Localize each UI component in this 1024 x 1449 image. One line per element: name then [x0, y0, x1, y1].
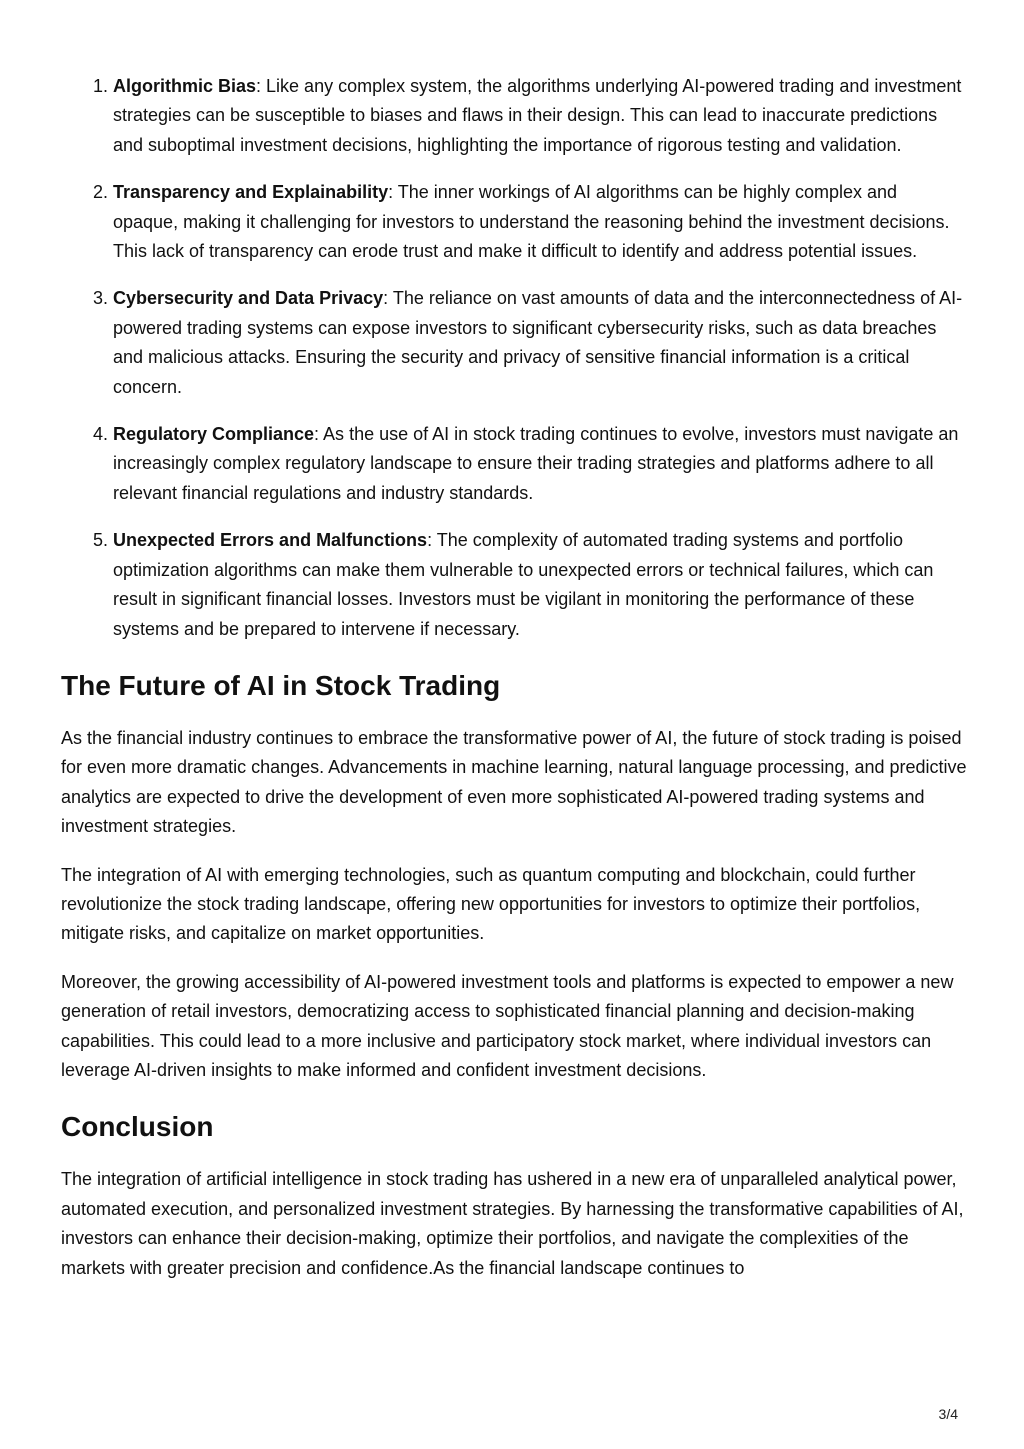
list-item-text: : The inner workings of AI algorithms can be highly complex and opaque, making it challenging for investors to understand the reasoning behind the investment decisions. This lack of transparency can erode trust and make it difficult to identify and address potential issues. [113, 182, 950, 262]
list-item-text: : As the use of AI in stock trading continues to evolve, investors must navigate an increasingly complex regulatory landscape to ensure their trading strategies and platforms adhere to all relevant financial regulations and industry standards. [113, 424, 959, 503]
risk-list [61, 72, 967, 644]
section-heading-conclusion: Conclusion [61, 1111, 214, 1143]
paragraph: The integration of AI with emerging technologies, such as quantum computing and blockchain, could further revolutionize the stock trading landscape, offering new opportunities for investors to optimize their portfolios, mitigate risks, and capitalize on market opportunities. [61, 864, 921, 944]
paragraph: As the financial industry continues to embrace the transformative power of AI, the future of stock trading is poised for even more dramatic changes. Advancements in machine learning, natural language processing, and predictive analytics are expected to drive the development of even more sophisticated AI-powered trading systems and investment strategies. [61, 727, 967, 837]
list-item-text: : The reliance on vast amounts of data and the interconnectedness of AI-powered trading systems can expose investors to significant cybersecurity risks, such as data breaches and malicious attacks. Ensuring the security and privacy of sensitive financial information is a critical concern. [113, 288, 963, 397]
list-item-unexpected-errors [113, 526, 967, 644]
list-item-term: Unexpected Errors and Malfunctions [113, 530, 428, 551]
list-item-regulatory-compliance [113, 420, 967, 508]
paragraph: Moreover, the growing accessibility of AI-powered investment tools and platforms is expected to empower a new generation of retail investors, democratizing access to sophisticated financial planning and decision-making capabilities. This could lead to a more inclusive and participatory stock market, where individual investors can leverage AI-driven insights to make informed and confident investment decisions. [61, 971, 954, 1080]
list-item-cybersecurity [113, 284, 967, 402]
list-item-term: Algorithmic Bias [113, 76, 257, 96]
page-content [61, 72, 967, 1302]
list-item-transparency [113, 178, 967, 266]
list-item-text: : Like any complex system, the algorithms underlying AI-powered trading and investment strategies can be susceptible to biases and flaws in their design. This can lead to inaccurate predictions and suboptimal investment decisions, highlighting the importance of rigorous testing and validation. [113, 76, 962, 155]
paragraph: The integration of artificial intelligence in stock trading has ushered in a new era of unparalleled analytical power, automated execution, and personalized investment strategies. By harnessing the transformative capabilities of AI, investors can enhance their decision-making, optimize their portfolios, and navigate the complexities of the markets with greater precision and confidence.As the financial landscape continues to [61, 1169, 964, 1278]
list-item-algorithmic-bias [113, 72, 967, 160]
list-item-term: Regulatory Compliance [113, 424, 315, 445]
list-item-term: Transparency and Explainability [113, 182, 389, 203]
page-number: 3/4 [938, 1406, 958, 1422]
list-item-text: : The complexity of automated trading systems and portfolio optimization algorithms can make them vulnerable to unexpected errors or technical failures, which can result in significant financial losses. Investors must be vigilant in monitoring the performance of these systems and be prepared to intervene if necessary. [113, 530, 934, 639]
section-heading-future: The Future of AI in Stock Trading [61, 669, 501, 701]
list-item-term: Cybersecurity and Data Privacy [113, 288, 384, 309]
